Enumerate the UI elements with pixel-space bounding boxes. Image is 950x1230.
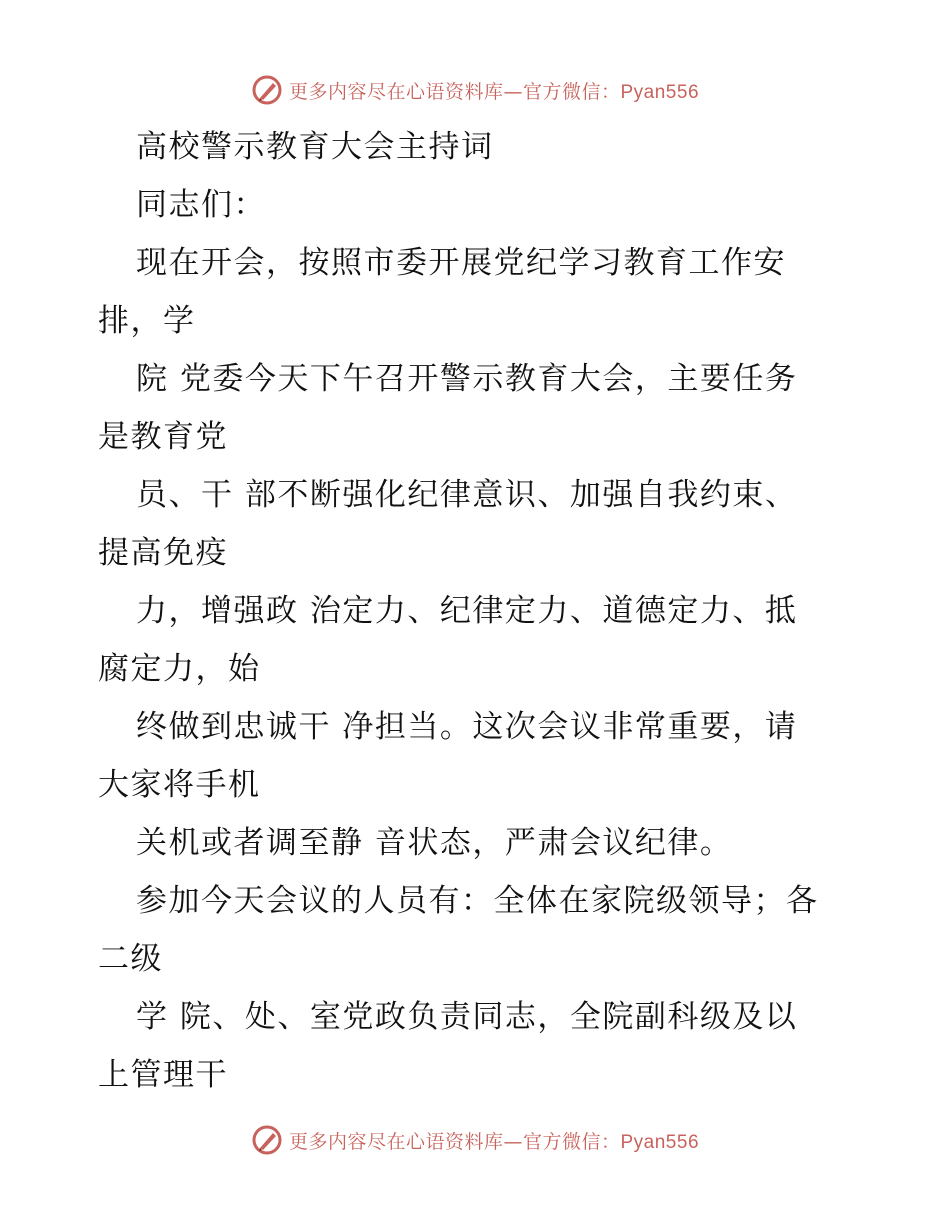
- text-line: 二级: [98, 941, 163, 977]
- watermark-wechat-id: Pyan556: [620, 81, 700, 103]
- text-line: 提高免疫: [98, 535, 228, 571]
- text-line: 现在开会，按照市委开展党纪学习教育工作安: [136, 245, 786, 281]
- text-line: 排，学: [98, 303, 196, 339]
- text-line: 员、干 部不断强化纪律意识、加强自我约束、: [136, 477, 798, 513]
- watermark-text: 更多内容尽在心语资料库—官方微信：: [288, 80, 621, 103]
- text-line: 上管理干: [98, 1057, 228, 1093]
- text-line: 关机或者调至静 音状态，严肃会议纪律。: [136, 825, 733, 861]
- document-body: [98, 118, 858, 1104]
- pen-logo-icon: [251, 74, 283, 106]
- footer-watermark: [0, 1120, 950, 1160]
- watermark-text: 更多内容尽在心语资料库—官方微信：: [288, 1130, 621, 1153]
- text-line: 院 党委今天下午召开警示教育大会，主要任务: [136, 361, 798, 397]
- text-line: 力，增强政 治定力、纪律定力、道德定力、抵: [136, 593, 798, 629]
- text-line: 参加今天会议的人员有：全体在家院级领导；各: [136, 883, 819, 919]
- text-line: 同志们：: [136, 187, 266, 223]
- text-line: 学 院、处、室党政负责同志，全院副科级及以: [136, 999, 798, 1035]
- watermark-wechat-id: Pyan556: [620, 1131, 700, 1153]
- text-line: 大家将手机: [98, 767, 261, 803]
- header-watermark: [0, 70, 950, 110]
- text-line: 是教育党: [98, 419, 228, 455]
- pen-logo-icon: [251, 1124, 283, 1156]
- text-line: 高校警示教育大会主持词: [136, 129, 494, 165]
- text-line: 终做到忠诚干 净担当。这次会议非常重要，请: [136, 709, 798, 745]
- text-line: 腐定力，始: [98, 651, 261, 687]
